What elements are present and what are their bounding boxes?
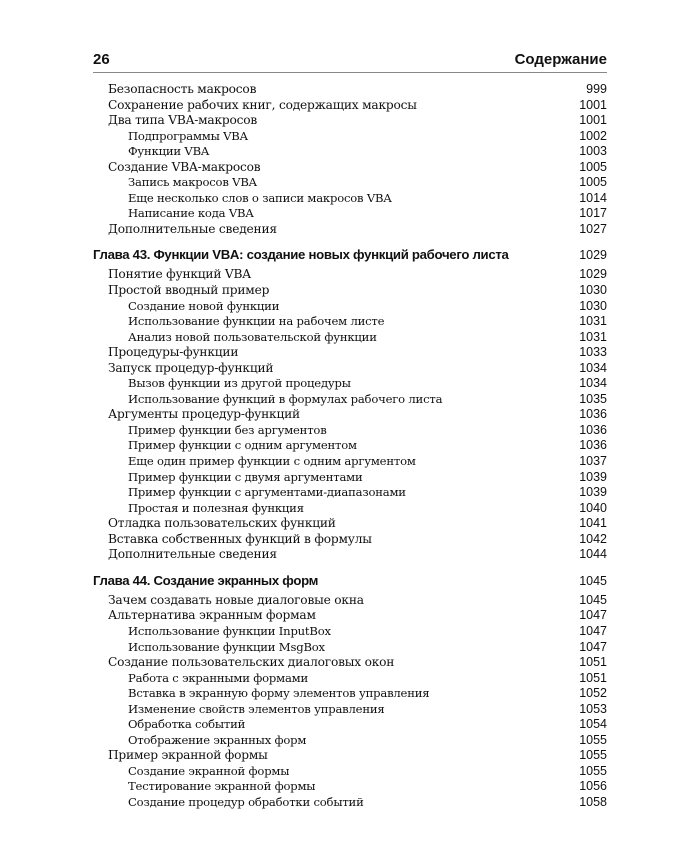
toc-subsection-entry: [93, 702, 607, 718]
entry-title: Аргументы процедур-функций: [108, 407, 300, 422]
entry-title: Пример функции с аргументами-диапазонами: [128, 485, 406, 500]
toc-subsection-entry: [93, 733, 607, 749]
chapter-page: 1029: [579, 248, 607, 263]
entry-page: 1037: [579, 454, 607, 469]
entry-page: 1003: [579, 144, 607, 159]
toc-subsection-entry: [93, 376, 607, 392]
entry-page: 1039: [579, 485, 607, 500]
toc-subsection-entry: [93, 144, 607, 160]
toc-section-entry: [93, 655, 607, 671]
entry-title: Использование функций в формулах рабочего листа: [128, 391, 443, 406]
entry-title: Создание экранной формы: [128, 763, 290, 778]
entry-title: Пример экранной формы: [108, 748, 268, 763]
toc-section-entry: [93, 82, 607, 98]
toc-subsection-entry: [93, 175, 607, 191]
entry-title: Простая и полезная функция: [128, 500, 304, 515]
entry-title: Создание процедур обработки событий: [128, 794, 364, 809]
entry-page: 1056: [579, 779, 607, 794]
entry-page: 1036: [579, 438, 607, 453]
entry-title: Вставка в экранную форму элементов управления: [128, 686, 430, 701]
entry-title: Пример функции без аргументов: [128, 422, 327, 437]
toc-subsection-entry: [93, 191, 607, 207]
entry-page: 1055: [579, 748, 607, 763]
entry-title: Изменение свойств элементов управления: [128, 701, 385, 716]
entry-title: Процедуры-функции: [108, 345, 239, 360]
toc-subsection-entry: [93, 795, 607, 811]
page-header: [93, 48, 607, 73]
toc-section-entry: [93, 113, 607, 129]
toc-section-entry: [93, 222, 607, 238]
entry-title: Создание пользовательских диалоговых окон: [108, 655, 395, 670]
entry-title: Пример функции с двумя аргументами: [128, 469, 363, 484]
toc-subsection-entry: [93, 423, 607, 439]
entry-page: 1053: [579, 701, 607, 716]
entry-title: Два типа VBA-макросов: [108, 113, 258, 128]
entry-title: Безопасность макросов: [108, 82, 257, 96]
entry-title: Использование функции MsgBox: [128, 639, 325, 654]
entry-page: 1047: [579, 623, 607, 638]
toc-subsection-entry: [93, 501, 607, 517]
toc-section-entry: [93, 748, 607, 764]
toc-subsection-entry: [93, 129, 607, 145]
entry-title: Запуск процедур-функций: [108, 360, 274, 375]
toc-subsection-entry: [93, 671, 607, 687]
toc-section-entry: [93, 267, 607, 283]
entry-page: 1005: [579, 175, 607, 190]
toc-subsection-entry: [93, 686, 607, 702]
entry-title: Пример функции с одним аргументом: [128, 438, 357, 453]
entry-title: Запись макросов VBA: [128, 175, 257, 190]
toc-section-entry: [93, 98, 607, 114]
entry-page: 1034: [579, 376, 607, 391]
chapter-page: 1045: [579, 573, 607, 588]
toc-subsection-entry: [93, 640, 607, 656]
toc-subsection-entry: [93, 470, 607, 486]
toc-section-entry: [93, 283, 607, 299]
entry-title: Понятие функций VBA: [108, 267, 251, 282]
entry-title: Работа с экранными формами: [128, 670, 309, 685]
entry-page: 1029: [579, 267, 607, 282]
chapter-heading: [93, 571, 607, 591]
entry-page: 1055: [579, 732, 607, 747]
entry-title: Отображение экранных форм: [128, 732, 307, 747]
entry-page: 1030: [579, 298, 607, 313]
entry-title: Обработка событий: [128, 717, 246, 732]
entry-page: 1030: [579, 283, 607, 298]
entry-page: 1034: [579, 360, 607, 375]
entry-title: Сохранение рабочих книг, содержащих макросы: [108, 97, 417, 112]
entry-page: 1047: [579, 639, 607, 654]
entry-page: 999: [586, 82, 607, 96]
entry-page: 1040: [579, 500, 607, 515]
entry-page: 1005: [579, 159, 607, 174]
entry-title: Вставка собственных функций в формулы: [108, 531, 372, 546]
toc-section-entry: [93, 593, 607, 609]
entry-page: 1031: [579, 329, 607, 344]
entry-page: 1045: [579, 592, 607, 607]
toc-subsection-entry: [93, 485, 607, 501]
entry-title: Функции VBA: [128, 144, 210, 159]
toc-subsection-entry: [93, 206, 607, 222]
chapter-title: Глава 43. Функции VBA: создание новых функций рабочего листа: [93, 247, 509, 263]
entry-title: Еще один пример функции с одним аргументом: [128, 454, 416, 469]
toc-subsection-entry: [93, 454, 607, 470]
entry-page: 1054: [579, 717, 607, 732]
toc-subsection-entry: [93, 717, 607, 733]
toc-subsection-entry: [93, 779, 607, 795]
toc-section-entry: [93, 407, 607, 423]
toc-subsection-entry: [93, 392, 607, 408]
toc-section-entry: [93, 608, 607, 624]
entry-title: Вызов функции из другой процедуры: [128, 376, 351, 391]
entry-page: 1042: [579, 531, 607, 546]
entry-page: 1051: [579, 655, 607, 670]
entry-page: 1033: [579, 345, 607, 360]
toc-subsection-entry: [93, 314, 607, 330]
entry-page: 1017: [579, 206, 607, 221]
entry-title: Дополнительные сведения: [108, 547, 277, 562]
toc-subsection-entry: [93, 624, 607, 640]
entry-page: 1036: [579, 407, 607, 422]
entry-page: 1014: [579, 190, 607, 205]
entry-page: 1027: [579, 221, 607, 236]
entry-page: 1036: [579, 422, 607, 437]
entry-page: 1041: [579, 516, 607, 531]
entry-title: Подпрограммы VBA: [128, 128, 248, 143]
toc-section-entry: [93, 516, 607, 532]
entry-page: 1001: [579, 113, 607, 128]
toc-section-entry: [93, 160, 607, 176]
entry-page: 1002: [579, 128, 607, 143]
chapter-heading: [93, 245, 607, 265]
entry-title: Создание новой функции: [128, 298, 280, 313]
chapter-title: Глава 44. Создание экранных форм: [93, 572, 319, 588]
entry-title: Написание кода VBA: [128, 206, 254, 221]
page-number: 26: [93, 51, 110, 68]
running-title: Содержание: [514, 51, 607, 68]
toc-subsection-entry: [93, 299, 607, 315]
entry-page: 1001: [579, 97, 607, 112]
toc-section-entry: [93, 547, 607, 563]
entry-title: Дополнительные сведения: [108, 221, 277, 236]
toc-section-entry: [93, 345, 607, 361]
toc-subsection-entry: [93, 438, 607, 454]
entry-page: 1039: [579, 469, 607, 484]
table-of-contents: [93, 82, 607, 811]
entry-title: Еще несколько слов о записи макросов VBA: [128, 190, 392, 205]
entry-page: 1052: [579, 686, 607, 701]
entry-page: 1035: [579, 391, 607, 406]
entry-page: 1051: [579, 670, 607, 685]
entry-page: 1044: [579, 547, 607, 562]
toc-section-entry: [93, 532, 607, 548]
entry-page: 1058: [579, 794, 607, 809]
toc-subsection-entry: [93, 330, 607, 346]
entry-page: 1047: [579, 608, 607, 623]
entry-title: Простой вводный пример: [108, 283, 270, 298]
entry-title: Альтернатива экранным формам: [108, 608, 316, 623]
entry-title: Использование функции InputBox: [128, 623, 331, 638]
entry-title: Отладка пользовательских функций: [108, 516, 336, 531]
toc-subsection-entry: [93, 764, 607, 780]
entry-page: 1031: [579, 314, 607, 329]
entry-title: Использование функции на рабочем листе: [128, 314, 385, 329]
entry-page: 1055: [579, 763, 607, 778]
entry-title: Создание VBA-макросов: [108, 159, 261, 174]
toc-section-entry: [93, 361, 607, 377]
entry-title: Анализ новой пользовательской функции: [128, 329, 377, 344]
entry-title: Зачем создавать новые диалоговые окна: [108, 592, 364, 607]
entry-title: Тестирование экранной формы: [128, 779, 316, 794]
